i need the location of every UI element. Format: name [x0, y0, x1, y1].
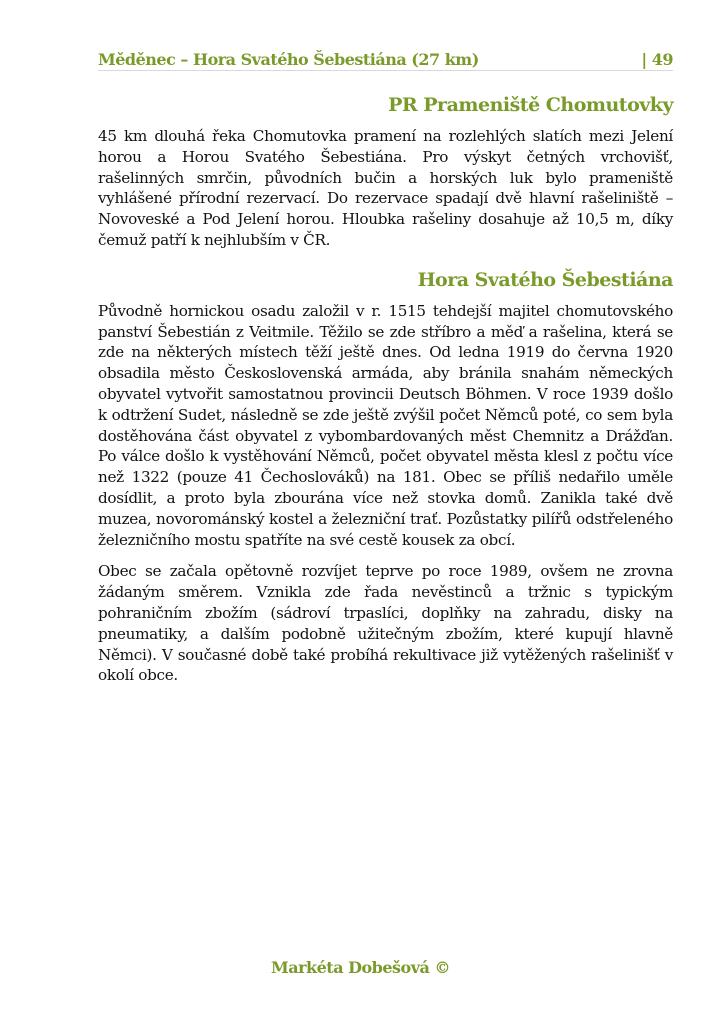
- footer-author: Markéta Dobešová ©: [271, 958, 450, 977]
- section-paragraph: Původně hornickou osadu založil v r. 1515 tehdejší majitel chomutovského panství Šebestián z Veitmile. Těžilo se zde stříbro a měď a rašelina, která se zde na některých místech těží ještě dnes. Od ledna 1919 do června 1920 obsadila město Československá armáda, aby bránila snahám německých obyvatel vytvořit samostatnou provincii Deutsch Böhmen. V roce 1939 došlo k odtržení Sudet, následně se zde ještě zvýšil počet Němců poté, co sem byla dostěhována část obyvatel z vybombardovaných měst Chemnitz a Drážďan. Po válce došlo k vystěhování Němců, počet obyvatel města klesl z počtu více než 1322 (pouze 41 Čechoslováků) na 181. Obec se příliš nedařilo uměle dosídlit, a proto byla zbourána více než stovka domů. Zanikla také dvě muzea, novorománský kostel a železniční trať. Pozůstatky pilířů odstřeleného železničního mostu spatříte na své cestě kousek za obcí.: [98, 301, 673, 549]
- section-hora-svateho-sebestiana: [98, 265, 673, 686]
- section-pr-pramenisti: [98, 90, 673, 251]
- running-header: [98, 44, 673, 71]
- section-heading: Hora Svatého Šebestiána: [417, 268, 673, 291]
- section-paragraph: 45 km dlouhá řeka Chomutovka pramení na rozlehlých slatích mezi Jelení horou a Horou Svatého Šebestiána. Pro výskyt četných vrchovišť, rašelinných smrčin, původních bučin a horských luk bylo prameniště vyhlášené přírodní rezervací. Do rezervace spadají dvě hlavní rašeliniště – Novoveské a Pod Jelení horou. Hloubka rašeliny dosahuje až 10,5 m, díky čemuž patří k nejhlubším v ČR.: [98, 127, 673, 249]
- header-title: Měděnec – Hora Svatého Šebestiána (27 km): [98, 50, 479, 69]
- page-number: | 49: [641, 50, 673, 69]
- page-content: [98, 90, 673, 686]
- section-heading: PR Prameniště Chomutovky: [388, 94, 673, 116]
- section-paragraph: Obec se začala opětovně rozvíjet teprve po roce 1989, ovšem ne zrovna žádaným směrem. Vznikla zde řada nevěstinců a tržnic s typickým pohraničním zbožím (sádroví trpaslíci, doplňky na zahradu, disky na pneumatiky, a dalším podobně užitečným zbožím, které kupují hlavně Němci). V současné době také probíhá rekultivace již vytěžených rašelinišť v okolí obce.: [98, 562, 673, 685]
